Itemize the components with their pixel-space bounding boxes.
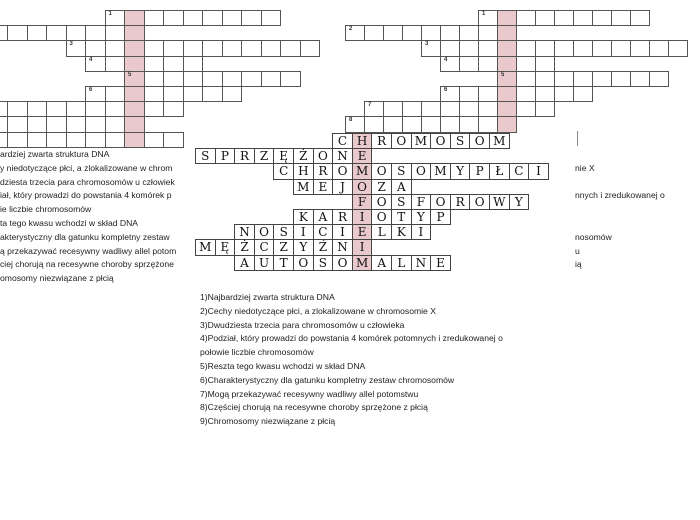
clue-item-fragment [575,148,665,162]
right-grid-cell[interactable] [478,86,498,102]
clue-item: 3)Dwudziesta trzecia para chromosomów u człowieka [200,319,405,330]
solved-letter-cell[interactable]: Ę [273,148,294,164]
right-grid-cell[interactable] [345,25,365,41]
left-grid-cell[interactable] [27,116,48,132]
solved-letter-cell[interactable]: P [430,209,451,225]
right-grid-cell[interactable] [497,40,517,56]
right-grid-cell[interactable] [402,116,422,132]
right-grid-cell[interactable] [440,25,460,41]
right-grid-cell[interactable] [478,101,498,117]
clue-item-fragment: iał, który prowadzi do powstania 4 komórek p [0,190,172,201]
right-grid-cell[interactable] [383,25,403,41]
clue-item: 6)Charakterystyczny dla gatunku kompletny zestaw chromosomów [200,374,455,385]
right-grid-cell[interactable] [478,116,498,132]
left-grid-cell[interactable] [85,86,106,102]
solved-letter-cell[interactable]: E [430,255,451,271]
clue-item-fragment [575,176,665,190]
right-grid-cell[interactable] [478,40,498,56]
left-grid-cell[interactable] [241,40,262,56]
left-grid-cell[interactable] [105,10,126,26]
left-grid-cell[interactable] [27,101,48,117]
solved-letter-cell[interactable]: F [352,194,373,210]
left-grid-cell[interactable] [124,86,145,102]
solved-letter-cell[interactable]: O [430,133,451,149]
clue-item-fragment: nie X [575,162,595,173]
right-grid-cell[interactable] [630,10,650,26]
right-grid-cell[interactable] [611,71,631,87]
solved-letter-cell[interactable]: E [352,148,373,164]
solved-letter-cell[interactable]: C [273,163,294,179]
clue-number: 5 [128,71,132,78]
solved-letter-cell[interactable]: S [391,194,412,210]
left-grid-cell[interactable] [85,132,106,148]
solved-letter-cell[interactable]: T [273,255,294,271]
right-grid-cell[interactable] [478,56,498,72]
solved-letter-cell[interactable]: A [234,255,255,271]
left-grid-cell[interactable] [7,116,28,132]
solved-letter-cell[interactable]: O [371,163,392,179]
right-grid-cell[interactable] [440,56,460,72]
left-grid-cell[interactable] [7,25,28,41]
clue-item-fragment: ciej chorują na recesywne choroby sprzężone [0,259,174,270]
solved-letter-cell[interactable]: S [273,224,294,240]
clue-list [200,291,503,429]
right-grid-cell[interactable] [402,101,422,117]
solved-letter-cell[interactable]: O [254,224,275,240]
right-grid-cell[interactable] [497,25,517,41]
solved-letter-cell[interactable]: N [234,224,255,240]
left-grid-cell[interactable] [124,101,145,117]
clue-item-fragment: ą przekazywać recesywny wadliwy allel potom [0,245,177,256]
right-grid-cell[interactable] [383,116,403,132]
right-grid-cell[interactable] [668,40,688,56]
left-grid-cell[interactable] [241,10,262,26]
solved-letter-cell[interactable]: I [352,239,373,255]
left-grid-cell[interactable] [124,40,145,56]
solved-letter-cell[interactable]: O [430,194,451,210]
left-grid-cell[interactable] [66,40,87,56]
right-grid-cell[interactable] [421,116,441,132]
solved-letter-cell[interactable]: O [371,209,392,225]
solved-letter-cell[interactable]: I [528,163,549,179]
solved-letter-cell[interactable]: Y [411,209,432,225]
left-grid-cell[interactable] [163,86,184,102]
clue-item: 9)Chromosomy niezwiązane z płcią [200,416,336,427]
solved-letter-cell[interactable]: C [313,224,334,240]
solved-letter-cell[interactable]: O [391,133,412,149]
clue-item-fragment [575,203,665,217]
clue-number: 3 [425,41,429,48]
solved-letter-cell[interactable]: R [450,194,471,210]
right-grid-cell[interactable] [497,101,517,117]
solved-letter-cell[interactable]: A [371,255,392,271]
clue-number: 5 [501,71,505,78]
clue-item: połowie liczbie chromosomów [200,347,314,358]
left-grid-cell[interactable] [144,132,165,148]
solved-letter-cell[interactable]: O [352,179,373,195]
solved-letter-cell[interactable]: K [293,209,314,225]
left-grid-cell[interactable] [261,40,282,56]
solved-letter-cell[interactable]: Ę [215,239,236,255]
solved-letter-cell[interactable]: O [469,194,490,210]
solved-letter-cell[interactable]: I [332,224,353,240]
clue-number: 7 [368,102,372,109]
solved-letter-cell[interactable]: Ż [293,148,314,164]
solved-letter-cell[interactable]: C [332,133,353,149]
clue-number: 6 [89,87,93,93]
left-grid-cell[interactable] [183,86,204,102]
right-grid-cell[interactable] [497,86,517,102]
left-grid-cell[interactable] [163,132,184,148]
clue-item-fragment: ardziej zwarta struktura DNA [0,149,110,159]
right-grid-cell[interactable] [630,71,650,87]
solved-letter-cell[interactable]: S [313,255,334,271]
left-grid-cell[interactable] [124,116,145,132]
left-grid-cell[interactable] [27,25,48,41]
right-grid-cell[interactable] [478,10,498,26]
right-grid-cell[interactable] [516,56,536,72]
clue-item-fragment: ie liczbie chromosomów [0,204,92,215]
right-grid-cell[interactable] [421,40,441,56]
right-grid-cell[interactable] [516,40,536,56]
left-grid-cell[interactable] [7,101,28,117]
solved-letter-cell[interactable]: M [411,133,432,149]
right-grid-cell[interactable] [440,40,460,56]
right-grid-cell[interactable] [592,71,612,87]
solved-letter-cell[interactable]: O [411,163,432,179]
right-grid-cell[interactable] [440,86,460,102]
solved-letter-cell[interactable]: Z [254,148,275,164]
left-clue-list [0,148,176,286]
clue-item-fragment: nnych i zredukowanej o [575,190,665,201]
left-grid-cell[interactable] [105,56,126,72]
right-clue-list [575,148,665,286]
left-grid-cell[interactable] [46,116,67,132]
right-grid-cell[interactable] [402,25,422,41]
right-grid-cell[interactable] [421,25,441,41]
solved-letter-cell[interactable]: S [391,163,412,179]
left-grid-cell[interactable] [105,40,126,56]
clue-item: 4)Podział, który prowadzi do powstania 4 komórek potomnych i zredukowanej o [200,333,503,344]
right-grid-cell[interactable] [611,40,631,56]
solved-letter-cell[interactable]: M [352,163,373,179]
clue-item: 2)Cechy niedotyczące płci, a zlokalizowane w chromosomie X [200,305,436,316]
left-grid-cell[interactable] [202,40,223,56]
clue-item: 1)Najbardziej zwarta struktura DNA [200,292,335,302]
solved-letter-cell[interactable]: Z [273,239,294,255]
left-grid-cell[interactable] [183,71,204,87]
left-grid-cell[interactable] [300,40,321,56]
right-grid-cell[interactable] [459,101,479,117]
left-grid-cell[interactable] [105,101,126,117]
left-grid-cell[interactable] [124,132,145,148]
right-grid-cell[interactable] [573,86,593,102]
left-grid-cell[interactable] [144,101,165,117]
left-grid-cell[interactable] [124,25,145,41]
left-grid-cell[interactable] [66,25,87,41]
solved-letter-cell[interactable]: O [332,255,353,271]
right-grid-cell[interactable] [554,10,574,26]
right-grid-cell[interactable] [592,40,612,56]
right-grid-cell[interactable] [649,40,669,56]
left-grid-cell[interactable] [183,56,204,72]
right-grid-cell[interactable] [535,101,555,117]
right-grid-cell[interactable] [516,101,536,117]
solved-letter-cell[interactable]: N [411,255,432,271]
clue-item: 8)Częściej chorują na recesywne choroby sprzężone z płcią [200,402,428,413]
right-grid-cell[interactable] [573,71,593,87]
left-grid-cell[interactable] [222,40,243,56]
right-grid-cell[interactable] [554,40,574,56]
left-grid-cell[interactable] [241,71,262,87]
left-grid-cell[interactable] [163,40,184,56]
left-grid-cell[interactable] [144,86,165,102]
right-grid-cell[interactable] [573,40,593,56]
right-grid-cell[interactable] [573,10,593,26]
clue-item: 7)Mogą przekazywać recesywny wadliwy allel potomstwu [200,388,419,399]
right-grid-cell[interactable] [592,10,612,26]
right-grid-cell[interactable] [649,71,669,87]
solved-letter-cell[interactable]: W [489,194,510,210]
clue-number: 1 [482,11,486,17]
solved-letter-cell[interactable]: M [352,255,373,271]
left-grid-cell[interactable] [222,71,243,87]
right-grid-cell[interactable] [535,71,555,87]
clue-item-fragment: nosomów [575,231,612,242]
solved-letter-cell[interactable]: M [293,179,314,195]
left-grid-cell[interactable] [46,132,67,148]
solved-letter-cell[interactable]: N [332,239,353,255]
clue-number: 4 [444,56,448,63]
left-grid-cell[interactable] [46,25,67,41]
left-grid-cell[interactable] [124,71,145,87]
solved-letter-cell[interactable]: Ź [313,239,334,255]
clue-number: 8 [349,117,353,124]
solved-letter-cell[interactable]: E [313,179,334,195]
left-grid-cell[interactable] [163,10,184,26]
clue-item-fragment: akterystyczny dla gatunku kompletny zestaw [0,231,170,242]
right-grid-cell[interactable] [535,40,555,56]
solved-letter-cell[interactable]: O [469,133,490,149]
left-grid-cell[interactable] [105,25,126,41]
left-grid-cell[interactable] [183,40,204,56]
solved-letter-cell[interactable]: J [332,179,353,195]
left-grid-cell[interactable] [261,10,282,26]
right-grid-cell[interactable] [459,86,479,102]
clue-item-fragment: ią [575,259,582,270]
clue-item-fragment [575,217,665,231]
solved-letter-cell[interactable]: O [313,148,334,164]
solved-letter-cell[interactable]: O [332,163,353,179]
right-grid-cell[interactable] [478,25,498,41]
left-grid-cell[interactable] [7,132,28,148]
clue-number: 4 [89,56,93,63]
solved-letter-cell[interactable]: Y [450,163,471,179]
right-grid-cell[interactable] [535,86,555,102]
left-grid-cell[interactable] [124,10,145,26]
solved-letter-cell[interactable]: L [391,255,412,271]
clue-item-fragment: ta tego kwasu wchodzi w skład DNA [0,217,139,228]
left-grid-cell[interactable] [222,86,243,102]
solved-letter-cell[interactable]: C [509,163,530,179]
left-grid-cell[interactable] [280,71,301,87]
right-grid-cell[interactable] [630,40,650,56]
right-grid-cell[interactable] [516,86,536,102]
left-grid-cell[interactable] [261,71,282,87]
right-grid-cell[interactable] [611,10,631,26]
left-grid-cell[interactable] [144,40,165,56]
left-grid-cell[interactable] [105,116,126,132]
left-grid-cell[interactable] [163,71,184,87]
solved-letter-cell[interactable]: O [371,194,392,210]
left-grid-cell[interactable] [183,10,204,26]
solved-letter-cell[interactable]: Y [509,194,530,210]
solved-letter-cell[interactable]: C [254,239,275,255]
solved-letter-cell[interactable]: M [195,239,216,255]
left-grid-cell[interactable] [66,132,87,148]
solved-letter-cell[interactable]: N [332,148,353,164]
left-grid-cell[interactable] [85,40,106,56]
solved-letter-cell[interactable]: R [313,163,334,179]
solved-letter-cell[interactable]: I [293,224,314,240]
left-grid-cell[interactable] [27,132,48,148]
clue-number: 3 [69,41,73,48]
right-grid-cell[interactable] [459,116,479,132]
solved-letter-cell[interactable]: I [352,209,373,225]
left-grid-cell[interactable] [144,56,165,72]
left-grid-cell[interactable] [85,101,106,117]
solved-letter-cell[interactable]: F [411,194,432,210]
solved-letter-cell[interactable]: H [352,133,373,149]
solved-letter-cell[interactable]: R [332,209,353,225]
right-grid-cell[interactable] [440,101,460,117]
right-grid-cell[interactable] [459,56,479,72]
solved-letter-cell[interactable]: I [411,224,432,240]
right-grid-cell[interactable] [459,25,479,41]
left-grid-cell[interactable] [66,116,87,132]
right-grid-cell[interactable] [554,86,574,102]
solved-letter-cell[interactable]: M [430,163,451,179]
left-grid-cell[interactable] [85,56,106,72]
solved-letter-cell[interactable]: Ł [489,163,510,179]
solved-letter-cell[interactable]: U [254,255,275,271]
left-grid-cell[interactable] [202,86,223,102]
solved-letter-cell[interactable]: H [293,163,314,179]
clue-number: 2 [349,26,353,33]
left-grid-cell[interactable] [202,10,223,26]
solved-letter-cell[interactable]: S [195,148,216,164]
solved-letter-cell[interactable]: M [489,133,510,149]
left-grid-cell[interactable] [66,101,87,117]
solved-letter-cell[interactable]: T [391,209,412,225]
clue-item-fragment: u [575,245,580,256]
clue-item-fragment: omosomy niezwiązane z płcią [0,273,114,284]
left-grid-cell[interactable] [85,116,106,132]
right-grid-cell[interactable] [497,56,517,72]
left-grid-cell[interactable] [280,40,301,56]
clue-item-fragment [575,272,665,286]
right-grid-cell[interactable] [497,116,517,132]
right-grid-cell[interactable] [516,71,536,87]
solved-letter-cell[interactable]: Z [371,179,392,195]
left-grid-cell[interactable] [46,101,67,117]
right-grid-cell[interactable] [345,116,365,132]
left-grid-cell[interactable] [163,56,184,72]
right-grid-cell[interactable] [516,10,536,26]
solved-letter-cell[interactable]: Ż [234,239,255,255]
clue-number: 1 [108,11,112,17]
solved-letter-cell[interactable]: O [293,255,314,271]
right-grid-cell[interactable] [440,116,460,132]
right-grid-cell[interactable] [554,71,574,87]
solved-letter-cell[interactable]: A [313,209,334,225]
right-grid-cell[interactable] [535,56,555,72]
right-grid-cell[interactable] [459,40,479,56]
clue-item-fragment: y niedotyczące płci, a zlokalizowane w chrom [0,162,173,173]
solved-letter-cell[interactable]: L [371,224,392,240]
left-grid-cell[interactable] [202,71,223,87]
solved-letter-cell[interactable]: S [450,133,471,149]
clue-item: 5)Reszta tego kwasu wchodzi w skład DNA [200,360,366,371]
solved-letter-cell[interactable]: E [352,224,373,240]
right-grid-cell[interactable] [497,10,517,26]
solved-letter-cell[interactable]: K [391,224,412,240]
right-grid-cell[interactable] [364,25,384,41]
right-grid-cell[interactable] [383,101,403,117]
left-grid-cell[interactable] [222,10,243,26]
solved-letter-cell[interactable]: Y [293,239,314,255]
solved-letter-cell[interactable]: R [371,133,392,149]
right-grid-cell[interactable] [497,71,517,87]
left-grid-cell[interactable] [105,132,126,148]
solved-letter-cell[interactable]: R [234,148,255,164]
text-cursor [577,131,578,146]
right-grid-cell[interactable] [364,116,384,132]
left-grid-cell[interactable] [163,101,184,117]
solved-letter-cell[interactable]: A [391,179,412,195]
left-grid-cell[interactable] [144,71,165,87]
clue-number: 6 [444,87,448,93]
clue-item-fragment: dziesta trzecia para chromosomów u człowiek [0,176,175,187]
left-grid-cell[interactable] [124,56,145,72]
solved-letter-cell[interactable]: P [215,148,236,164]
right-grid-cell[interactable] [364,101,384,117]
left-grid-cell[interactable] [85,25,106,41]
solved-letter-cell[interactable]: P [469,163,490,179]
left-grid-cell[interactable] [144,10,165,26]
right-grid-cell[interactable] [535,10,555,26]
left-grid-cell[interactable] [105,86,126,102]
right-grid-cell[interactable] [421,101,441,117]
